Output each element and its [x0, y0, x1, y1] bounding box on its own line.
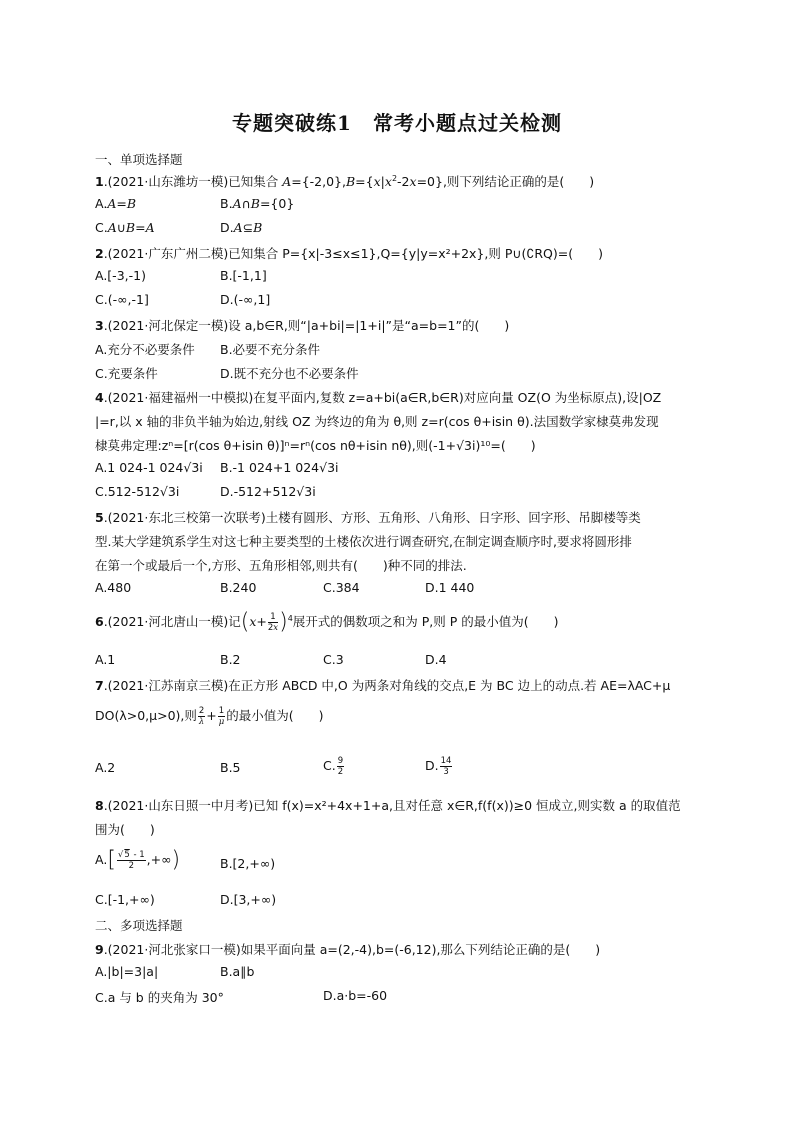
question-8-option-c[interactable]: C.[-1,+∞) — [95, 892, 155, 907]
question-9-option-c[interactable]: C.a 与 b 的夹角为 30° — [95, 990, 224, 1005]
question-2-option-b[interactable]: B.[-1,1] — [220, 268, 267, 283]
question-3-option-d[interactable]: D.既不充分也不必要条件 — [220, 366, 359, 381]
question-8-option-d[interactable]: D.[3,+∞) — [220, 892, 277, 907]
question-5-option-c[interactable]: C.384 — [323, 580, 360, 595]
question-8-option-b[interactable]: B.[2,+∞) — [220, 856, 276, 871]
question-7-option-a[interactable]: A.2 — [95, 760, 116, 775]
section-multiple-choice: 二、多项选择题 — [95, 918, 183, 933]
question-5-option-a[interactable]: A.480 — [95, 580, 132, 595]
question-6-option-c[interactable]: C.3 — [323, 652, 344, 667]
question-5-option-d[interactable]: D.1 440 — [425, 580, 475, 595]
question-6-option-a[interactable]: A.1 — [95, 652, 116, 667]
question-8-stem-line-1: 8.(2021·山东日照一中月考)已知 f(x)=x²+4x+1+a,且对任意 x∈R,f(f(x))≥0 恒成立,则实数 a 的取值范 — [95, 798, 681, 813]
question-3-stem: 3.(2021·河北保定一模)设 a,b∈R,则“|a+bi|=|1+i|”是“a=b=1”的( ) — [95, 318, 510, 333]
section-single-choice: 一、单项选择题 — [95, 152, 183, 167]
question-9-option-d[interactable]: D.a·b=-60 — [323, 988, 388, 1003]
question-2-stem: 2.(2021·广东广州二模)已知集合 P={x|-3≤x≤1},Q={y|y=x²+2x},则 P∪(∁RQ)=( ) — [95, 246, 603, 261]
question-7-option-c[interactable]: C. $\frac{9}{2}$ — [323, 756, 344, 777]
question-4-stem-line-3: 棣莫弗定理:zⁿ=[r(cos θ+isin θ)]ⁿ=rⁿ(cos nθ+isin nθ),则(-1+√3i)¹⁰=( ) — [95, 438, 536, 453]
question-1-stem: 1.(2021·山东潍坊一模)已知集合 $A=\{-2,0\},B=\{x|x^2-2x=0\}$,则下列结论正确的是( ) — [95, 173, 595, 189]
question-1-option-b[interactable]: B.A∩B={0} — [220, 196, 295, 211]
question-4-stem-line-2: |=r,以 x 轴的非负半轴为始边,射线 OZ 为终边的角为 θ,则 z=r(cos θ+isin θ).法国数学家棣莫弗发现 — [95, 414, 659, 429]
question-8-stem-line-2: 围为( ) — [95, 822, 155, 837]
question-9-option-b[interactable]: B.a∥b — [220, 964, 255, 979]
question-4-option-d[interactable]: D.-512+512√3i — [220, 484, 316, 499]
question-3-option-b[interactable]: B.必要不充分条件 — [220, 342, 321, 357]
question-1-option-a[interactable]: A.A=B — [95, 196, 137, 211]
question-5-option-b[interactable]: B.240 — [220, 580, 257, 595]
question-2-option-c[interactable]: C.(-∞,-1] — [95, 292, 149, 307]
question-1-option-d[interactable]: D.A⊆B — [220, 220, 263, 235]
question-7-option-b[interactable]: B.5 — [220, 760, 241, 775]
question-4-option-c[interactable]: C.512-512√3i — [95, 484, 180, 499]
question-4-stem-line-1: 4.(2021·福建福州一中模拟)在复平面内,复数 z=a+bi(a∈R,b∈R)对应向量 OZ(O 为坐标原点),设|OZ — [95, 390, 662, 405]
question-6-option-b[interactable]: B.2 — [220, 652, 241, 667]
question-4-option-b[interactable]: B.-1 024+1 024√3i — [220, 460, 339, 475]
question-9-option-a[interactable]: A.|b|=3|a| — [95, 964, 159, 979]
question-7-option-d[interactable]: D. $\frac{14}{3}$ — [425, 756, 452, 777]
question-9-stem: 9.(2021·河北张家口一模)如果平面向量 a=(2,-4),b=(-6,12),那么下列结论正确的是( ) — [95, 942, 601, 957]
question-3-option-a[interactable]: A.充分不必要条件 — [95, 342, 195, 357]
question-2-option-d[interactable]: D.(-∞,1] — [220, 292, 271, 307]
page-title: 专题突破练1 常考小题点过关检测 — [232, 111, 562, 135]
question-3-option-c[interactable]: C.充要条件 — [95, 366, 158, 381]
question-4-option-a[interactable]: A.1 024-1 024√3i — [95, 460, 203, 475]
question-5-stem-line-3: 在第一个或最后一个,方形、五角形相邻,则共有( )种不同的排法. — [95, 558, 467, 573]
question-1-option-c[interactable]: C.A∪B=A — [95, 220, 155, 235]
question-5-stem-line-2: 型.某大学建筑系学生对这七种主要类型的土楼依次进行调查研究,在制定调查顺序时,要求将圆形排 — [95, 534, 632, 549]
question-6-stem: 6.(2021·河北唐山一模)记(x+ $\frac{1}{2x}$ )$^4$展开式的偶数项之和为 P,则 P 的最小值为( ) — [95, 609, 559, 635]
question-7-stem-line-1: 7.(2021·江苏南京三模)在正方形 ABCD 中,O 为两条对角线的交点,E 为 BC 边上的动点.若 AE=λAC+μ — [95, 678, 671, 693]
question-7-stem-line-2: DO(λ>0,μ>0),则 $\frac{2}{\lambda}$ + $\frac{1}{\mu}$ 的最小值为( ) — [95, 706, 324, 727]
question-8-option-a[interactable]: A.[ $\frac{√5 - 1}{2}$ ,+∞) — [95, 847, 181, 873]
question-2-option-a[interactable]: A.[-3,-1) — [95, 268, 146, 283]
question-6-option-d[interactable]: D.4 — [425, 652, 447, 667]
question-5-stem-line-1: 5.(2021·东北三校第一次联考)土楼有圆形、方形、五角形、八角形、日字形、回字形、吊脚楼等类 — [95, 510, 641, 525]
